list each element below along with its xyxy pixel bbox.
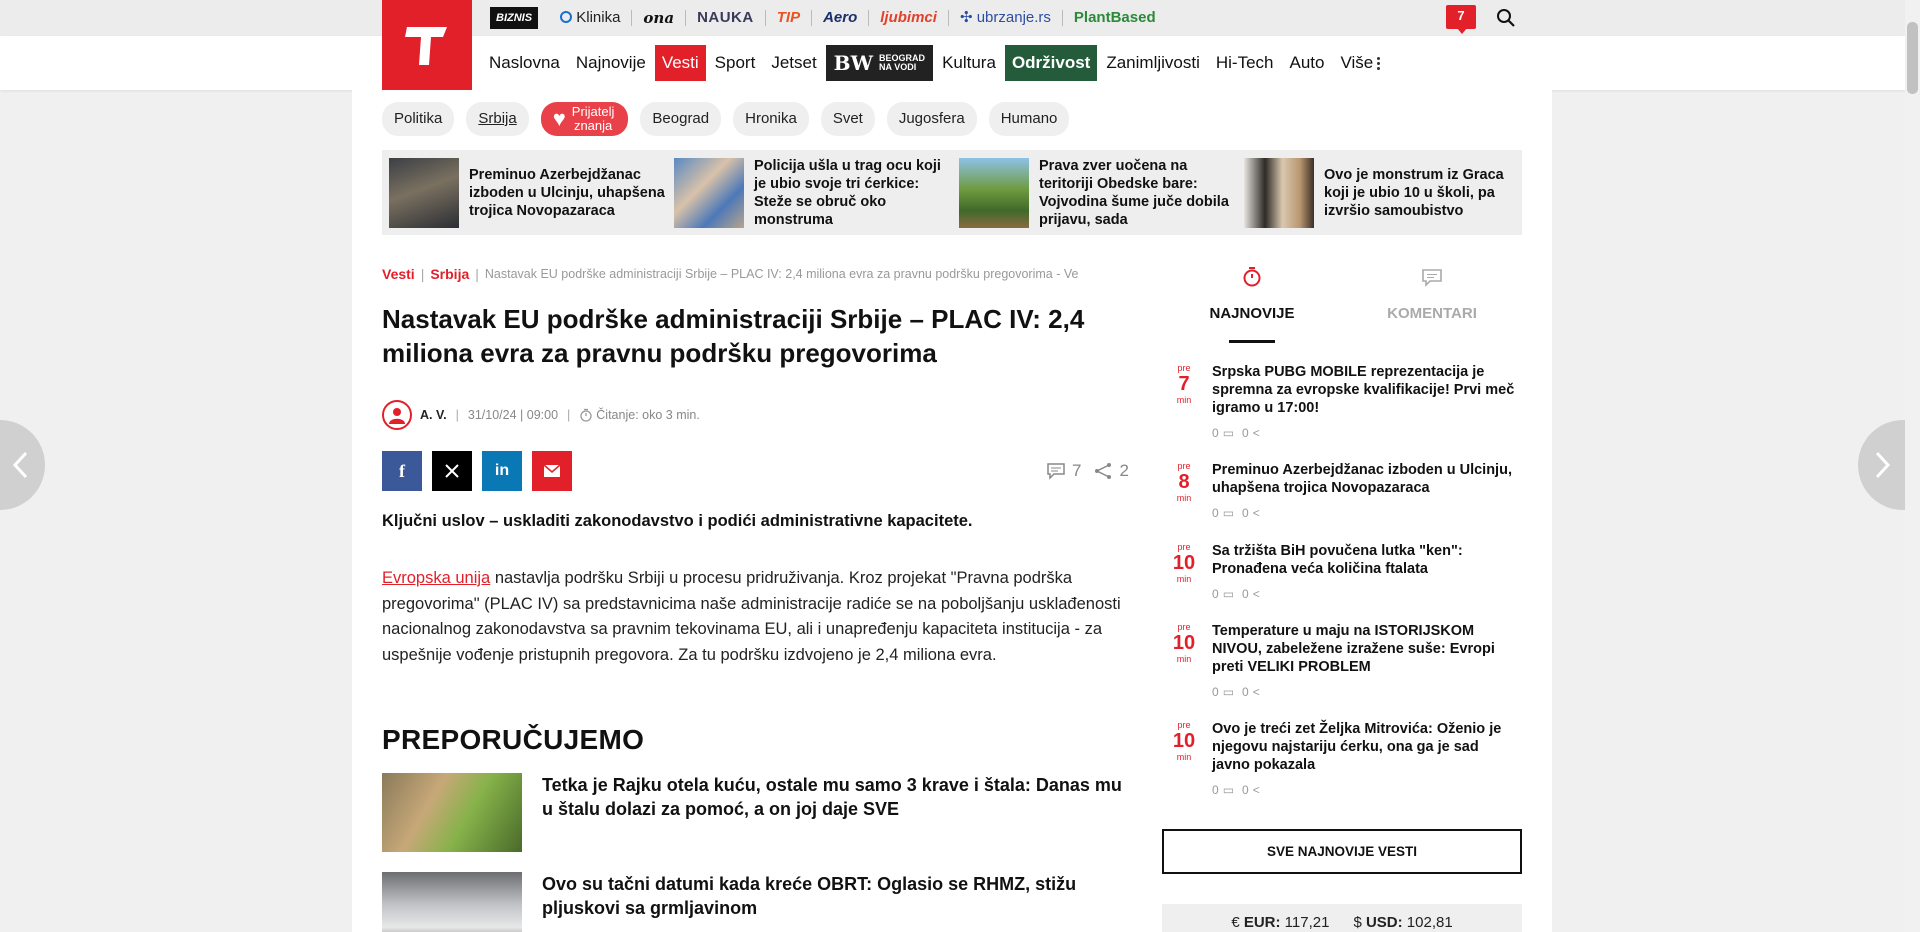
comment-icon: ▭ xyxy=(1222,685,1235,699)
comment-count: 7 xyxy=(1072,461,1082,480)
subnav-beograd[interactable]: Beograd xyxy=(640,102,721,136)
partner-nauka[interactable]: NAUKA xyxy=(686,10,766,26)
tab-najnovije[interactable]: NAJNOVIJE xyxy=(1162,262,1342,322)
partner-tip[interactable]: TIP xyxy=(766,10,812,26)
subnav-svet[interactable]: Svet xyxy=(821,102,875,136)
klinika-icon xyxy=(560,11,572,23)
x-share-button[interactable] xyxy=(432,451,472,491)
nav-vesti[interactable]: Vesti xyxy=(655,45,706,81)
partner-klinika[interactable]: Klinika xyxy=(549,10,632,26)
nav-auto[interactable]: Auto xyxy=(1289,53,1325,72)
chevron-left-icon xyxy=(11,450,29,480)
breadcrumb: Vesti | Srbija | Nastavak EU podrške administraciji Srbije – PLAC IV: 2,4 miliona evra za pravnu podršku pregovorima - Ve xyxy=(382,266,1079,282)
article-meta: A. V. | 31/10/24 | 09:00 | Čitanje: oko 3 min. xyxy=(382,400,700,430)
share-buttons xyxy=(382,451,572,491)
partner-aero[interactable]: Aero xyxy=(812,10,869,26)
chevron-right-icon xyxy=(1874,450,1892,480)
subnav-humano[interactable]: Humano xyxy=(989,102,1070,136)
story-thumbnail xyxy=(389,158,459,228)
sidebar-tabs xyxy=(1162,262,1522,344)
article-lead: Ključni uslov – uskladiti zakonodavstvo i podići administrativne kapacitete. xyxy=(382,512,973,530)
share-icon: < xyxy=(1252,783,1260,797)
top-story[interactable]: Policija ušla u trag ocu koji je ubio svoje tri ćerkice: Steže se obruč oko monstruma xyxy=(667,150,952,235)
scrollbar-thumb[interactable] xyxy=(1907,22,1918,94)
nav-kultura[interactable]: Kultura xyxy=(942,53,996,72)
top-story[interactable]: Preminuo Azerbejdžanac izboden u Ulcinju, uhapšena trojica Novopazaraca xyxy=(382,150,667,235)
search-icon[interactable] xyxy=(1496,8,1516,28)
comment-icon xyxy=(1421,268,1443,288)
comment-icon[interactable] xyxy=(1046,462,1066,480)
latest-news-item[interactable]: pre 10 min Temperature u maju na ISTORIJSKOM NIVOU, zabeležene izražene suše: Evropi preti VELIKI PROBLEM 0 ▭ 0 < xyxy=(1162,622,1522,699)
partner-biznis[interactable]: BIZNIS xyxy=(490,7,538,29)
subnav-prijatelj-znanja[interactable]: ♥ Prijatelj znanja xyxy=(541,102,629,136)
nav-odrzivost[interactable]: Održivost xyxy=(1005,45,1097,81)
top-story[interactable]: Ovo je monstrum iz Graca koji je ubio 10 u školi, pa izvršio samoubistvo xyxy=(1237,150,1522,235)
reading-time: Čitanje: oko 3 min. xyxy=(596,408,700,422)
latest-news-item[interactable]: pre 7 min Srpska PUBG MOBILE reprezentacija je spremna za evropske kvalifikacije! Prvi meč igramo u 17:00! 0 ▭ 0 < xyxy=(1162,363,1522,440)
article-counters xyxy=(1046,461,1129,481)
recommended-heading: PREPORUČUJEMO xyxy=(382,724,645,755)
partner-ljubimci[interactable]: ljubimci xyxy=(869,10,949,26)
linkedin-share-button[interactable] xyxy=(482,451,522,491)
recommended-item[interactable]: Tetka je Rajku otela kuću, ostale mu samo 3 krave i štala: Danas mu u štalu dolazi za pomoć, a on joj daje SVE xyxy=(382,773,1134,852)
ubrzanje-icon: ✣ xyxy=(959,9,973,26)
bw-label-line1: BEOGRAD xyxy=(879,53,926,63)
time-ago: pre 8 min xyxy=(1176,461,1192,503)
subnav-politika[interactable]: Politika xyxy=(382,102,454,136)
breadcrumb-vesti[interactable]: Vesti xyxy=(382,266,415,282)
top-stories-strip xyxy=(382,150,1522,235)
subnav-jugosfera[interactable]: Jugosfera xyxy=(887,102,977,136)
more-dots-icon xyxy=(1377,57,1380,70)
email-share-button[interactable] xyxy=(532,451,572,491)
breadcrumb-current: Nastavak EU podrške administraciji Srbije – PLAC IV: 2,4 miliona evra za pravnu podršku pregovorima - Ve xyxy=(484,267,1079,281)
x-icon xyxy=(444,463,460,479)
recommended-thumbnail xyxy=(382,872,522,932)
nav-jetset[interactable]: Jetset xyxy=(771,53,817,72)
dollar-icon: $ xyxy=(1353,913,1362,931)
share-icon: < xyxy=(1252,685,1260,699)
share-icon: < xyxy=(1252,587,1260,601)
currency-widget xyxy=(1162,904,1522,932)
time-ago: pre 7 min xyxy=(1176,363,1192,405)
story-thumbnail xyxy=(959,158,1029,228)
latest-news-item[interactable]: pre 8 min Preminuo Azerbejdžanac izboden u Ulcinju, uhapšena trojica Novopazaraca 0 ▭ 0 < xyxy=(1162,461,1522,520)
share-icon: < xyxy=(1252,426,1260,440)
article-title: Nastavak EU podrške administraciji Srbije – PLAC IV: 2,4 miliona evra za pravnu podršku pregovorima xyxy=(382,304,1085,368)
telegraf-logo[interactable] xyxy=(382,0,472,90)
nav-hi-tech[interactable]: Hi-Tech xyxy=(1215,53,1274,72)
subnav-hronika[interactable]: Hronika xyxy=(733,102,809,136)
tab-komentari[interactable]: KOMENTARI xyxy=(1342,262,1522,322)
stopwatch-icon xyxy=(579,408,593,422)
story-thumbnail xyxy=(1244,158,1314,228)
facebook-share-button[interactable] xyxy=(382,451,422,491)
share-icon: < xyxy=(1252,506,1260,520)
story-thumbnail xyxy=(674,158,744,228)
main-nav xyxy=(482,36,1389,90)
facebook-icon: f xyxy=(399,460,405,481)
previous-article-button[interactable] xyxy=(0,420,45,510)
partner-ubrzanje[interactable]: ✣ ubrzanje.rs xyxy=(949,10,1063,26)
partner-plantbased[interactable]: PlantBased xyxy=(1073,9,1156,26)
comment-icon: ▭ xyxy=(1222,783,1235,797)
bw-label-line2: NA VODI xyxy=(879,62,917,72)
comment-icon: ▭ xyxy=(1222,426,1235,440)
subcategory-nav xyxy=(382,102,1069,136)
linkedin-icon: in xyxy=(494,462,510,479)
nav-sport[interactable]: Sport xyxy=(714,53,756,72)
top-story[interactable]: Prava zver uočena na teritoriji Obedske bare: Vojvodina šume juče dobila prijavu, sada xyxy=(952,150,1237,235)
author-name[interactable]: A. V. xyxy=(420,408,447,422)
usd-rate: $ USD: 102,81 xyxy=(1353,913,1453,931)
nav-more[interactable]: Više xyxy=(1333,45,1387,81)
partner-ona[interactable]: ona xyxy=(632,10,686,26)
time-ago: pre 10 min xyxy=(1172,622,1196,664)
time-ago: pre 10 min xyxy=(1172,720,1196,762)
eur-rate: € EUR: 117,21 xyxy=(1231,913,1330,931)
eu-link[interactable]: Evropska unija xyxy=(382,569,491,587)
partner-links xyxy=(490,0,1167,36)
nav-najnovije[interactable]: Najnovije xyxy=(575,53,646,72)
nav-naslovna[interactable]: Naslovna xyxy=(489,53,560,72)
breadcrumb-srbija[interactable]: Srbija xyxy=(430,266,470,282)
latest-news-item[interactable]: pre 10 min Sa tržišta BiH povučena lutka "ken": Pronađena veća količina ftalata 0 ▭ 0 < xyxy=(1162,542,1522,601)
time-ago: pre 10 min xyxy=(1172,542,1196,584)
page-scrollbar[interactable] xyxy=(1905,0,1920,932)
publish-date: 31/10/24 | 09:00 xyxy=(467,408,559,422)
telegraf-logo-icon xyxy=(399,17,455,73)
author-avatar-icon xyxy=(382,400,412,430)
share-icon[interactable] xyxy=(1093,462,1113,480)
recommended-item[interactable]: Ovo su tačni datumi kada kreće OBRT: Oglasio se RHMZ, stižu pljuskovi sa grmljavinom xyxy=(382,872,1134,932)
subnav-srbija[interactable]: Srbija xyxy=(466,102,528,136)
bw-logo: BW xyxy=(833,51,874,75)
nav-beograd-na-vodi[interactable] xyxy=(826,45,933,81)
all-latest-news-button[interactable]: SVE NAJNOVIJE VESTI xyxy=(1162,829,1522,874)
comment-icon: ▭ xyxy=(1222,587,1235,601)
latest-news-item[interactable]: pre 10 min Ovo je treći zet Željka Mitrovića: Oženio je njegovu najstariju ćerku, ona ga je sad javno pokazala 0 ▭ 0 < xyxy=(1162,720,1522,797)
stopwatch-icon xyxy=(1242,266,1262,288)
share-count: 2 xyxy=(1119,461,1129,480)
article-body: Evropska unija nastavlja podršku Srbiji u procesu pridruživanja. Kroz projekat "Pravna podrška pregovorima" (PLAC IV) sa predstavnicima naše administracije radiće se na poboljšanju usklađenosti nacionalnog zakonodavstva sa pravnim tekovinama EU, ali i unapređenju kapaciteta institucija - za uspešnije vođenje pristupnih pregovora. Za tu podršku izdvojeno je 2,4 miliona evra. xyxy=(382,569,1121,664)
email-icon xyxy=(543,464,561,478)
notification-badge[interactable]: 7 xyxy=(1446,5,1476,29)
comment-icon: ▭ xyxy=(1222,506,1235,520)
heart-icon: ♥ xyxy=(552,106,566,131)
euro-icon: € xyxy=(1231,913,1240,931)
recommended-thumbnail xyxy=(382,773,522,852)
nav-zanimljivosti[interactable]: Zanimljivosti xyxy=(1106,53,1200,72)
